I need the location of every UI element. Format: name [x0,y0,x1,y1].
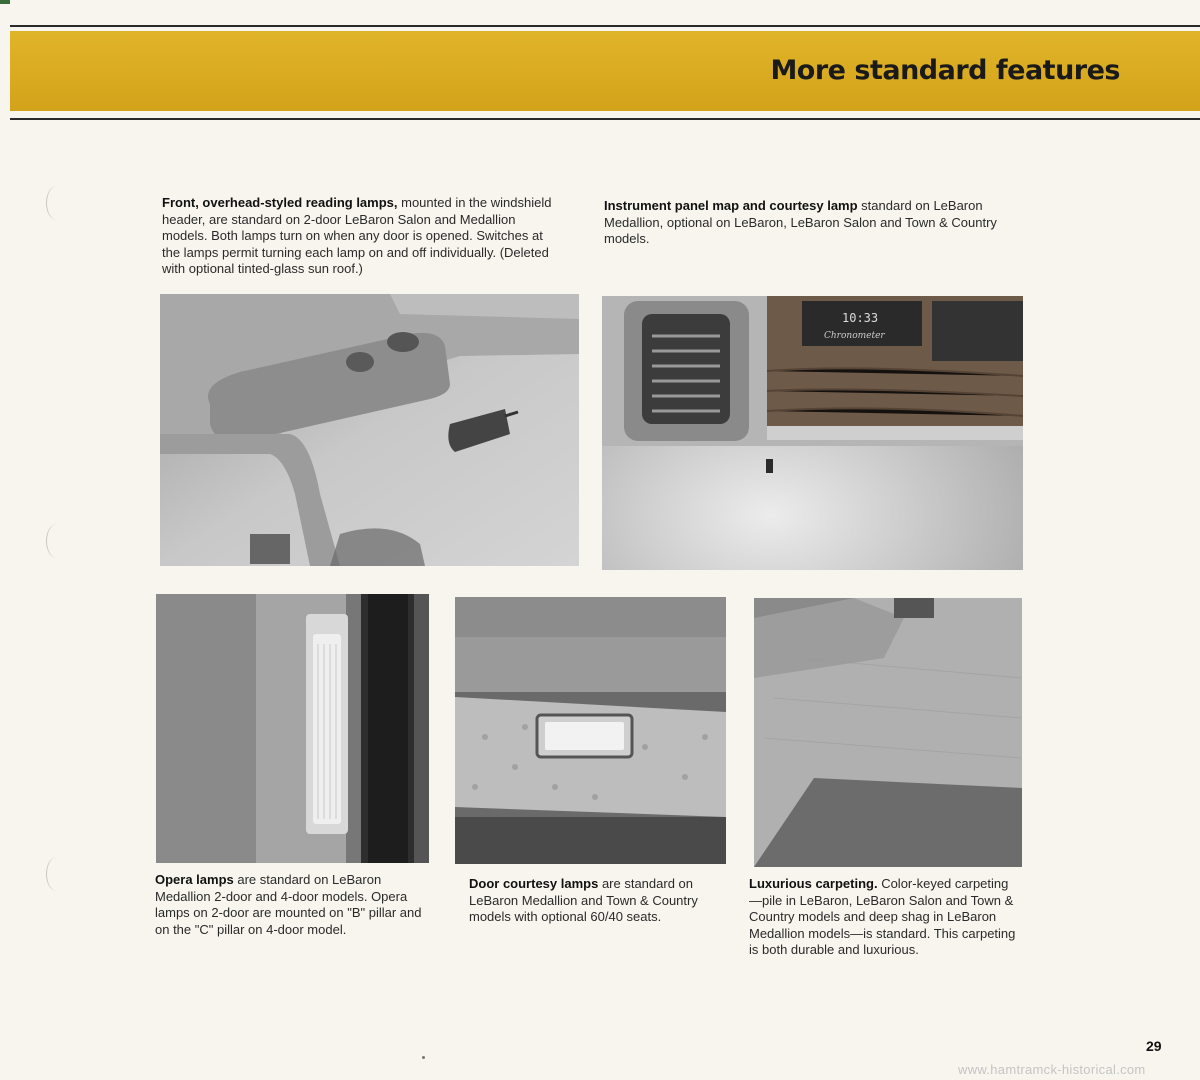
caption-body: Color-keyed carpeting—pile in LeBaron, LeBaron Salon and Town & Country models and deep shag in LeBaron Medallion models—is standard. This carpeting is both durable and luxurious. [749,876,1016,957]
caption-heading: Instrument panel map and courtesy lamp [604,198,858,213]
caption-door-lamps [469,876,724,926]
photo-door-lamps [455,597,726,864]
caption-body: mounted in the windshield header, are standard on 2-door LeBaron Salon and Medallion models. Both lamps turn on when any door is opened. Switches at the lamps permit turning each lamp on and off individually. (Deleted with optional tinted-glass sun roof.) [162,195,552,276]
page-title: More standard features [770,55,1120,86]
caption-body: are standard on LeBaron Medallion and Town & Country models with optional 60/40 seats. [469,876,698,924]
speck [422,1056,425,1059]
binder-hole [46,524,67,558]
photo-map-lamp [602,296,1023,570]
caption-carpeting [749,876,1019,959]
caption-body: are standard on LeBaron Medallion 2-door and 4-door models. Opera lamps on 2-door are mounted on "B" pillar and on the "C" pillar on 4-door model. [155,872,422,937]
top-rule [10,25,1200,27]
caption-heading: Door courtesy lamps [469,876,599,891]
caption-reading-lamps [162,195,557,278]
caption-opera-lamps [155,872,430,938]
page-number: 29 [1146,1038,1162,1054]
caption-map-lamp [604,198,1009,248]
header-banner [10,31,1200,111]
caption-heading: Opera lamps [155,872,234,887]
caption-heading: Front, overhead-styled reading lamps, [162,195,398,210]
photo-reading-lamps [160,294,579,566]
corner-mark [0,0,10,4]
watermark: www.hamtramck-historical.com [958,1062,1146,1077]
binder-hole [46,857,67,891]
clock-time: 10:33 [842,311,879,325]
header-rule [10,118,1200,120]
caption-body: standard on LeBaron Medallion, optional on LeBaron, LeBaron Salon and Town & Country models. [604,198,997,246]
binder-hole [46,186,67,220]
caption-heading: Luxurious carpeting. [749,876,878,891]
photo-carpeting [754,598,1022,867]
clock-brand: Chronometer [824,331,885,341]
photo-opera-lamps [156,594,429,863]
